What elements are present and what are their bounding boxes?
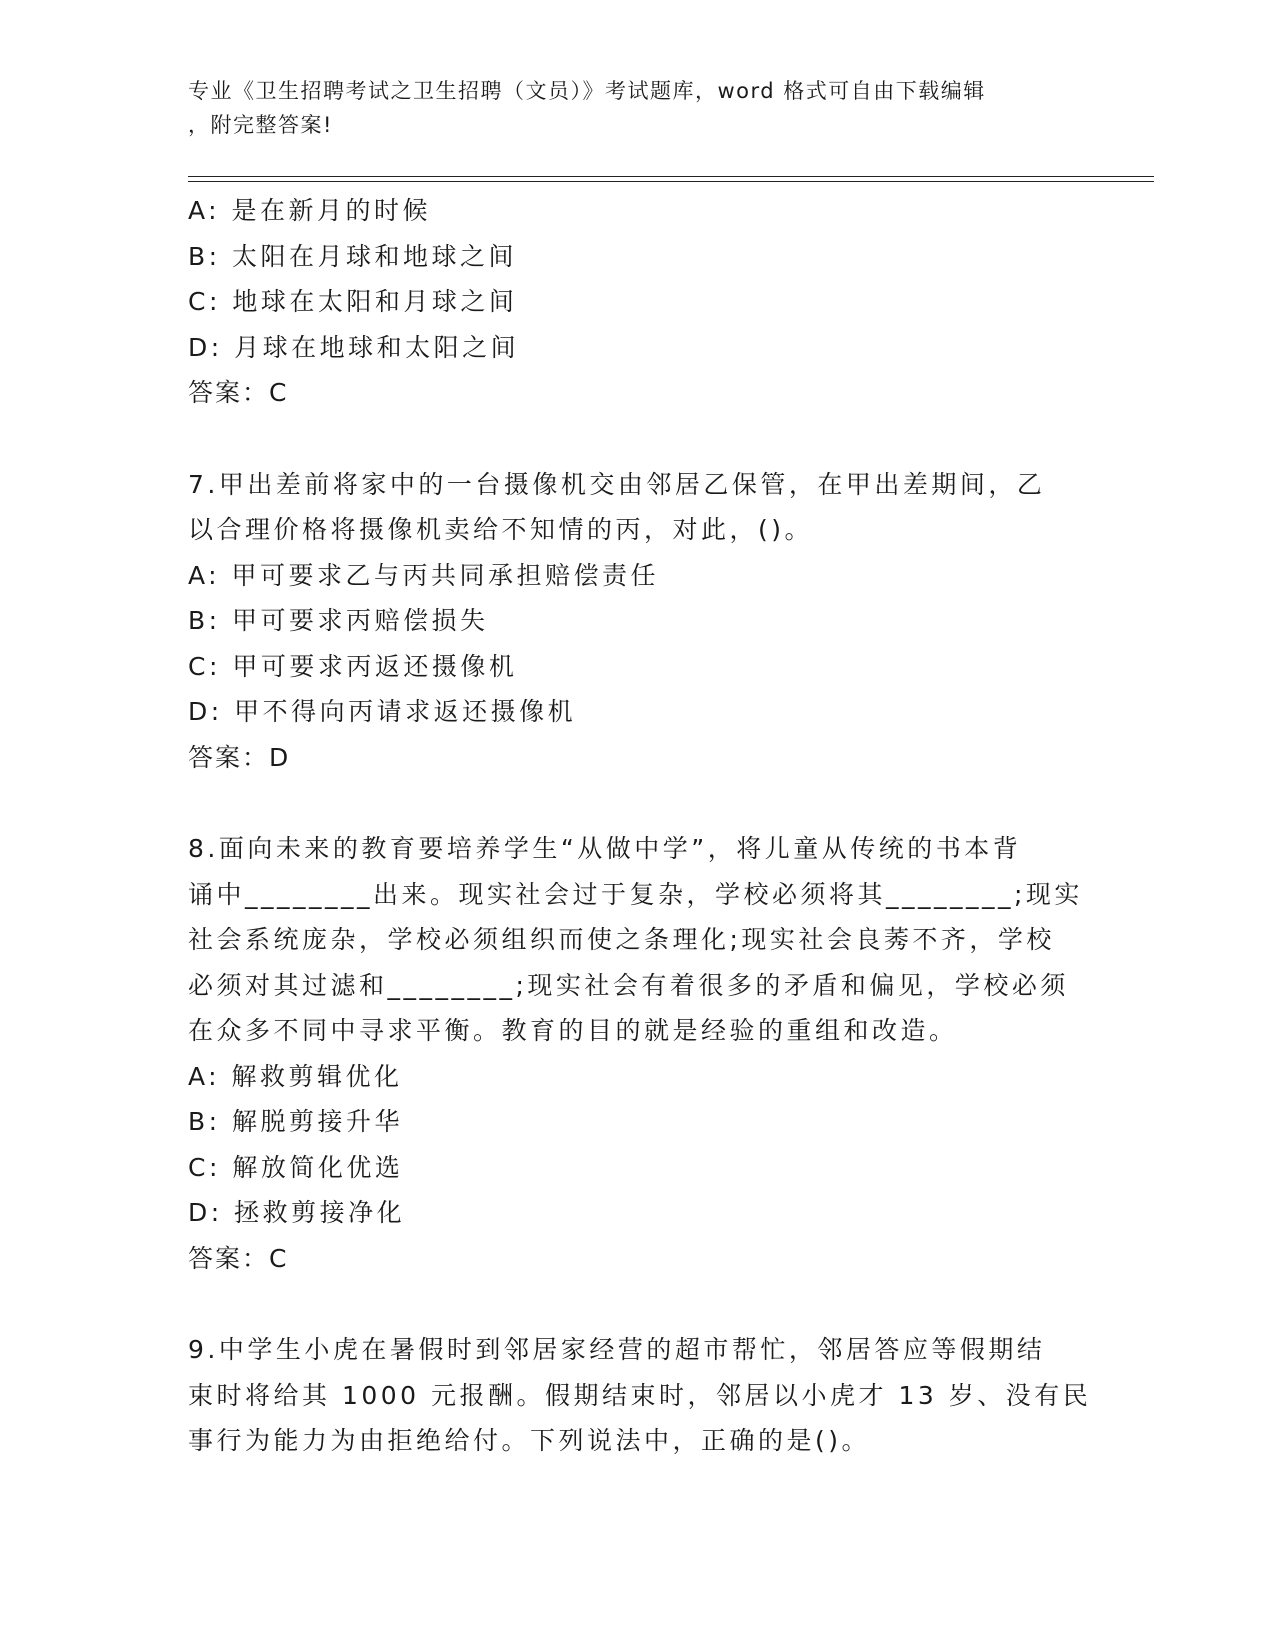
question-text [188,1327,1092,1464]
option-a: A: 甲可要求乙与丙共同承担赔偿责任 [188,560,660,590]
question-line: 束时将给其 1000 元报酬。假期结束时，邻居以小虎才 13 岁、没有民 [188,1380,1092,1410]
option-a: A: 是在新月的时候 [188,196,432,225]
question-line: 在众多不同中寻求平衡。教育的目的就是经验的重组和改造。 [188,1016,958,1045]
answer: 答案：C [188,378,289,407]
question-line: 社会系统庞杂，学校必须组织而使之条理化;现实社会良莠不齐，学校 [188,925,1055,954]
question-line: 8.面向未来的教育要培养学生“从做中学”，将儿童从传统的书本背 [188,834,1022,863]
header-divider-top [188,176,1154,177]
question-text [188,826,1088,1054]
question-line: 事行为能力为由拒绝给付。下列说法中，正确的是()。 [188,1426,871,1455]
option-c: C: 解放简化优选 [188,1152,404,1182]
option-d: D: 拯救剪接净化 [188,1198,406,1227]
header-line-1: 专业《卫生招聘考试之卫生招聘（文员）》考试题库，word 格式可自由下载编辑 [188,79,986,103]
answer: 答案：C [188,1243,289,1273]
question-9 [188,1327,1092,1464]
question-8 [188,826,1088,1281]
option-c: C: 甲可要求丙返还摄像机 [188,651,518,681]
question-line: 必须对其过滤和________;现实社会有着很多的矛盾和偏见，学校必须 [188,970,1069,1000]
option-a: A: 解救剪辑优化 [188,1061,403,1091]
answer: 答案：D [188,742,291,772]
spacer [188,780,1088,826]
spacer [188,1281,1088,1327]
option-b: B: 解脱剪接升华 [188,1107,404,1136]
spacer [188,416,1088,462]
header-divider-bottom [188,181,1154,182]
header-line-2: ，附完整答案! [188,113,333,137]
option-d: D: 月球在地球和太阳之间 [188,332,520,362]
question-line: 以合理价格将摄像机卖给不知情的丙，对此，()。 [188,515,814,544]
question-line: 9.中学生小虎在暑假时到邻居家经营的超市帮忙，邻居答应等假期结 [188,1335,1046,1364]
option-d: D: 甲不得向丙请求返还摄像机 [188,697,577,726]
option-c: C: 地球在太阳和月球之间 [188,287,518,316]
document-body [188,188,1092,1464]
question-line: 诵中________出来。现实社会过于复杂，学校必须将其________;现实 [188,879,1083,909]
option-b: B: 太阳在月球和地球之间 [188,241,518,271]
question-text [188,462,1088,553]
document-header [188,74,1068,142]
question-line: 7.甲出差前将家中的一台摄像机交由邻居乙保管，在甲出差期间，乙 [188,469,1046,499]
option-b: B: 甲可要求丙赔偿损失 [188,606,489,635]
question-7 [188,462,1088,781]
question-6 [188,188,1088,416]
